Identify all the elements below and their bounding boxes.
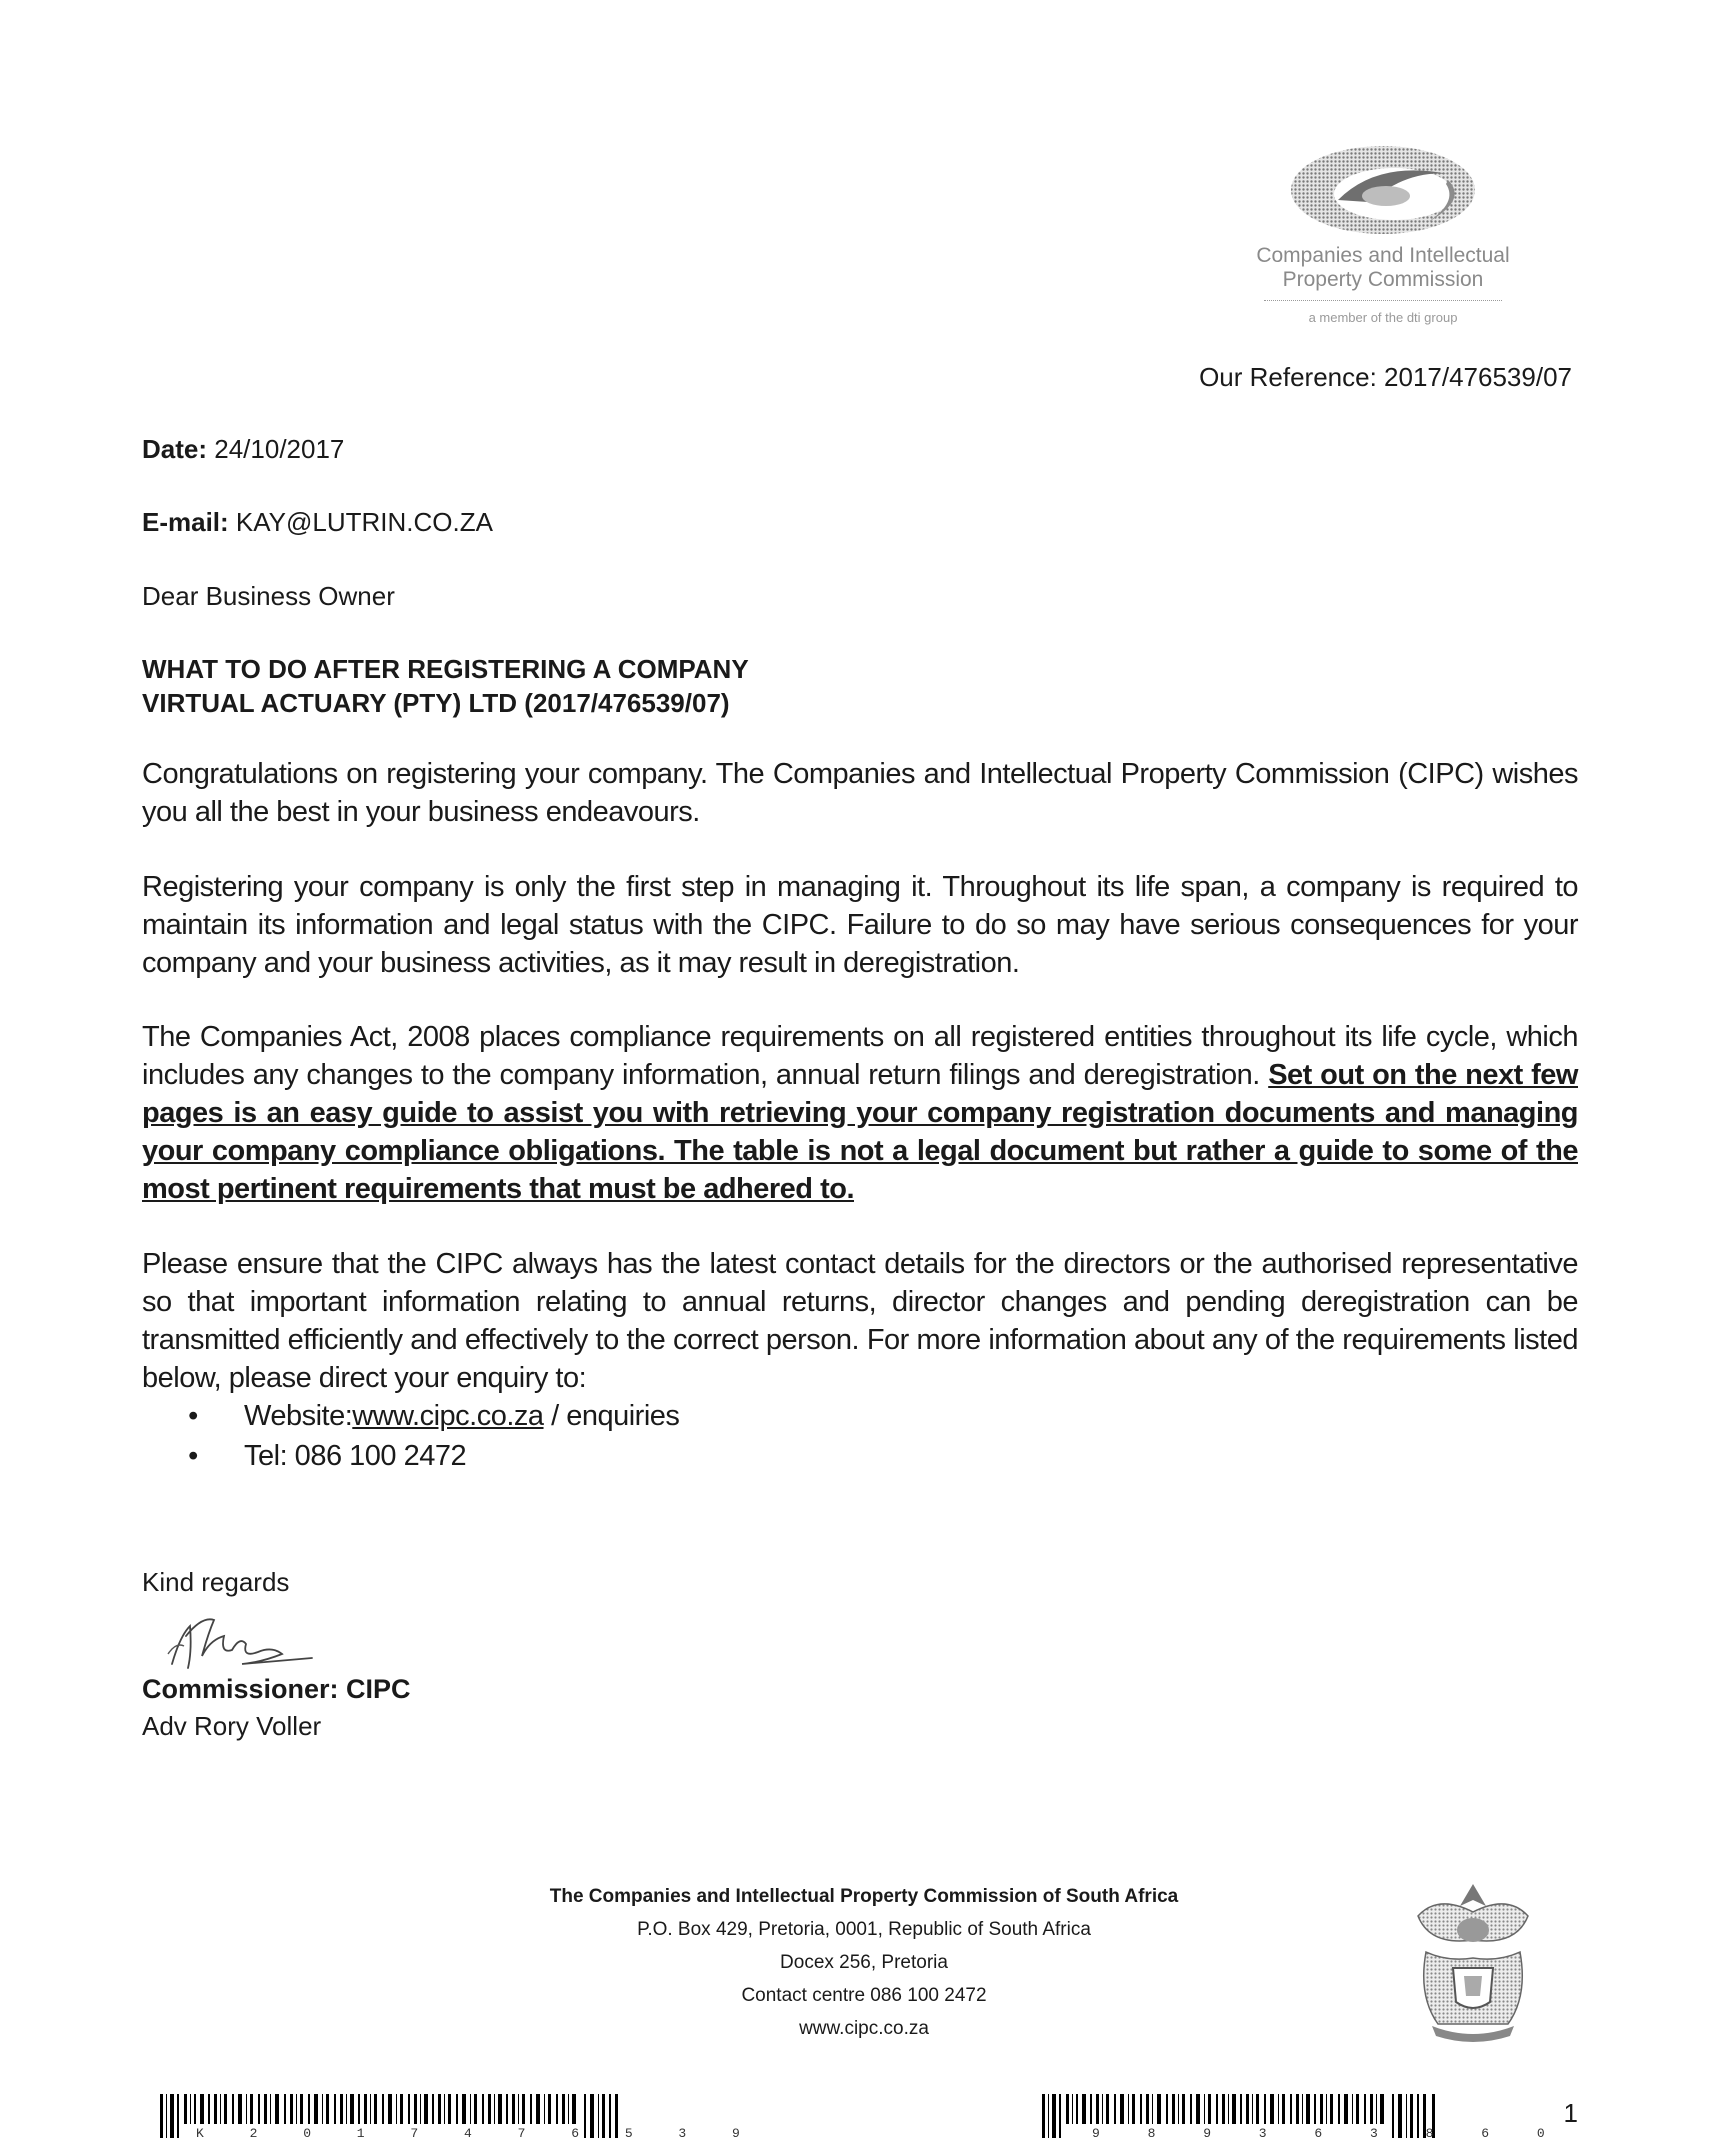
bullet-icon: • bbox=[188, 1440, 198, 1472]
heading-line2: VIRTUAL ACTUARY (PTY) LTD (2017/476539/07) bbox=[142, 688, 730, 718]
email-value: KAY@LUTRIN.CO.ZA bbox=[235, 507, 493, 537]
closing: Kind regards bbox=[142, 1567, 290, 1597]
bullet-icon: • bbox=[188, 1400, 198, 1432]
email-line bbox=[142, 507, 493, 538]
footer-address: P.O. Box 429, Pretoria, 0001, Republic of South Africa bbox=[637, 1919, 1091, 1940]
date-line bbox=[142, 434, 344, 465]
email-label: E-mail: bbox=[142, 507, 229, 537]
signatory-name: Adv Rory Voller bbox=[142, 1711, 322, 1741]
paragraph-congratulations: Congratulations on registering your company. The Companies and Intellectual Property Commission (CIPC) wishes you all the best in your business endeavours. bbox=[142, 758, 1578, 828]
barcode-right-label: 9 8 9 3 6 3 8 6 0 bbox=[1092, 2126, 1565, 2141]
date-label: Date: bbox=[142, 434, 208, 464]
logo-tagline: a member of the dti group bbox=[1308, 310, 1458, 325]
footer-contact: Contact centre 086 100 2472 bbox=[741, 1985, 987, 2006]
signature-icon bbox=[162, 1606, 342, 1681]
salutation: Dear Business Owner bbox=[142, 581, 395, 611]
reference-number: Our Reference: 2017/476539/07 bbox=[1199, 362, 1572, 392]
barcode-left-label: K 2 0 1 7 4 7 6 5 3 9 bbox=[196, 2126, 759, 2141]
website-link[interactable]: www.cipc.co.za bbox=[352, 1400, 544, 1432]
compliance-text: The Companies Act, 2008 places compliance requirements on all registered entities throughout its life cycle, which includes any changes to the company information, annual return filings and deregistration. bbox=[142, 1021, 1578, 1091]
footer-title: The Companies and Intellectual Property Commission of South Africa bbox=[549, 1886, 1179, 1907]
telephone-item: Tel: 086 100 2472 bbox=[244, 1440, 467, 1472]
footer-docex: Docex 256, Pretoria bbox=[780, 1952, 948, 1973]
logo-name-line2: Property Commission bbox=[1282, 268, 1484, 291]
list-item bbox=[142, 1436, 679, 1476]
heading-line1: WHAT TO DO AFTER REGISTERING A COMPANY bbox=[142, 654, 749, 684]
compliance-guide-emphasis: Set out on the next few pages is an easy guide to assist you with retrieving your company registration documents and managing your company compliance obligations. The table is not a legal document but rather a guide to some of the most pertinent requirements that must be adhered to. bbox=[142, 1059, 1578, 1205]
website-item bbox=[244, 1396, 679, 1436]
page-number: 1 bbox=[1563, 2098, 1578, 2128]
logo-name-line1: Companies and Intellectual bbox=[1256, 244, 1510, 267]
footer-website: www.cipc.co.za bbox=[799, 2018, 929, 2039]
cipc-logo bbox=[1218, 140, 1548, 340]
list-item bbox=[142, 1396, 679, 1436]
website-label: Website: bbox=[244, 1400, 353, 1432]
signatory-title: Commissioner: CIPC bbox=[142, 1674, 411, 1704]
contact-list bbox=[142, 1396, 679, 1476]
paragraph-compliance bbox=[142, 1018, 1578, 1208]
paragraph-contact-details: Please ensure that the CIPC always has the latest contact details for the directors or the authorised representative so that important information relating to annual returns, director changes and pending deregistration can be transmitted efficiently and effectively to the correct person. For more information about any of the requirements listed below, please direct your enquiry to: bbox=[142, 1248, 1578, 1394]
logo-divider bbox=[1264, 300, 1502, 301]
coat-of-arms-icon bbox=[1398, 1876, 1548, 2048]
cipc-swoosh-icon bbox=[1218, 140, 1548, 244]
website-suffix: / enquiries bbox=[543, 1400, 680, 1432]
letter-heading bbox=[142, 652, 749, 720]
paragraph-registration: Registering your company is only the first step in managing it. Throughout its life span, a company is required to maintain its information and legal status with the CIPC. Failure to do so may have serious consequences for your company and your business activities, as it may result in deregistration. bbox=[142, 871, 1578, 979]
date-value: 24/10/2017 bbox=[214, 434, 345, 464]
